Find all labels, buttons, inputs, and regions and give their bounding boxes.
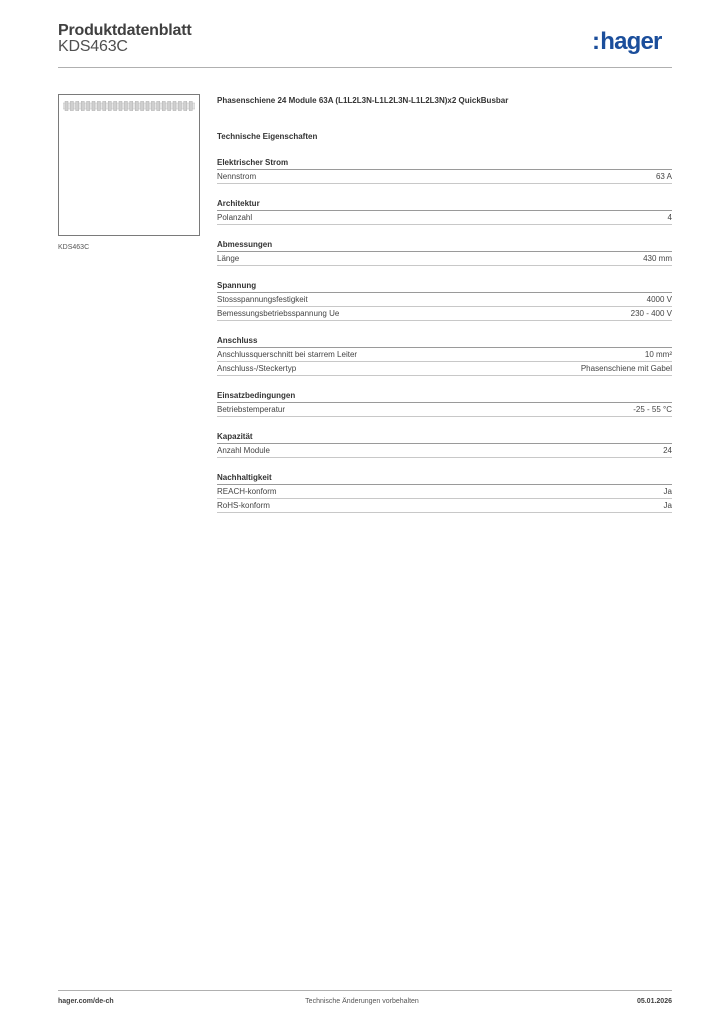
spec-value: 24 bbox=[663, 446, 672, 455]
spec-value: Ja bbox=[663, 487, 672, 496]
spec-label: REACH-konform bbox=[217, 487, 277, 496]
spec-groups bbox=[217, 157, 672, 513]
header-divider bbox=[58, 67, 672, 68]
spec-content bbox=[217, 95, 672, 513]
busbar-tooth bbox=[141, 101, 144, 111]
product-image-caption: KDS463C bbox=[58, 244, 90, 251]
busbar-tooth bbox=[162, 101, 165, 111]
spec-group-title: Spannung bbox=[217, 280, 672, 293]
busbar-tooth bbox=[97, 101, 100, 111]
footer-notice: Technische Änderungen vorbehalten bbox=[305, 998, 419, 1005]
spec-label: Stossspannungsfestigkeit bbox=[217, 295, 308, 304]
spec-group-title: Elektrischer Strom bbox=[217, 157, 672, 170]
busbar-tooth bbox=[92, 101, 95, 111]
spec-group-title: Einsatzbedingungen bbox=[217, 390, 672, 403]
product-code: KDS463C bbox=[58, 38, 128, 55]
product-image bbox=[58, 94, 200, 236]
spec-value: Phasenschiene mit Gabel bbox=[580, 364, 672, 373]
spec-row bbox=[217, 485, 672, 499]
busbar-image bbox=[63, 101, 195, 111]
busbar-tooth bbox=[108, 101, 111, 111]
spec-label: Nennstrom bbox=[217, 172, 257, 181]
busbar-tooth bbox=[65, 101, 68, 111]
spec-group bbox=[217, 239, 672, 266]
footer-date: 05.01.2026 bbox=[636, 998, 672, 1005]
busbar-tooth bbox=[135, 101, 138, 111]
spec-row bbox=[217, 499, 672, 513]
section-title: Technische Eigenschaften bbox=[217, 132, 318, 141]
busbar-tooth bbox=[146, 101, 149, 111]
spec-row bbox=[217, 348, 672, 362]
hager-logo bbox=[592, 28, 662, 56]
spec-row bbox=[217, 211, 672, 225]
busbar-tooth bbox=[119, 101, 122, 111]
busbar-tooth bbox=[168, 101, 171, 111]
busbar-tooth bbox=[81, 101, 84, 111]
spec-label: Polanzahl bbox=[217, 213, 253, 222]
busbar-tooth bbox=[184, 101, 187, 111]
busbar-tooth bbox=[70, 101, 73, 111]
spec-value: Ja bbox=[663, 501, 672, 510]
spec-group-title: Nachhaltigkeit bbox=[217, 472, 672, 485]
product-name: Phasenschiene 24 Module 63A (L1L2L3N-L1L2L3N-L1L2L3N)x2 QuickBusbar bbox=[217, 96, 509, 105]
busbar-tooth bbox=[189, 101, 192, 111]
spec-value: 4 bbox=[667, 213, 672, 222]
spec-group bbox=[217, 431, 672, 458]
spec-label: Bemessungsbetriebsspannung Ue bbox=[217, 309, 340, 318]
spec-value: 4000 V bbox=[646, 295, 672, 304]
spec-group-title: Architektur bbox=[217, 198, 672, 211]
spec-value: 230 - 400 V bbox=[630, 309, 672, 318]
busbar-tooth bbox=[173, 101, 176, 111]
spec-group-title: Anschluss bbox=[217, 335, 672, 348]
spec-label: Anzahl Module bbox=[217, 446, 270, 455]
spec-group bbox=[217, 335, 672, 376]
spec-row bbox=[217, 307, 672, 321]
spec-group-title: Abmessungen bbox=[217, 239, 672, 252]
footer-divider bbox=[58, 990, 672, 991]
logo-text: hager bbox=[600, 28, 662, 55]
spec-value: -25 - 55 °C bbox=[633, 405, 672, 414]
spec-label: Anschlussquerschnitt bei starrem Leiter bbox=[217, 350, 358, 359]
spec-row bbox=[217, 444, 672, 458]
busbar-tooth bbox=[87, 101, 90, 111]
spec-row bbox=[217, 170, 672, 184]
logo-prefix: : bbox=[592, 28, 600, 55]
footer-website: hager.com/de-ch bbox=[58, 998, 114, 1005]
busbar-tooth bbox=[130, 101, 133, 111]
spec-label: Anschluss-/Steckertyp bbox=[217, 364, 297, 373]
page-title: Produktdatenblatt bbox=[58, 22, 192, 39]
spec-group bbox=[217, 280, 672, 321]
spec-label: Länge bbox=[217, 254, 240, 263]
spec-group bbox=[217, 390, 672, 417]
busbar-tooth bbox=[114, 101, 117, 111]
busbar-tooth bbox=[178, 101, 181, 111]
spec-value: 10 mm² bbox=[644, 350, 672, 359]
spec-group bbox=[217, 157, 672, 184]
busbar-tooth bbox=[103, 101, 106, 111]
busbar-tooth bbox=[76, 101, 79, 111]
busbar-tooth bbox=[151, 101, 154, 111]
busbar-tooth bbox=[157, 101, 160, 111]
spec-row bbox=[217, 293, 672, 307]
spec-group-title: Kapazität bbox=[217, 431, 672, 444]
spec-value: 63 A bbox=[655, 172, 672, 181]
spec-label: Betriebstemperatur bbox=[217, 405, 286, 414]
spec-group bbox=[217, 472, 672, 513]
busbar-tooth bbox=[124, 101, 127, 111]
spec-row bbox=[217, 252, 672, 266]
spec-label: RoHS-konform bbox=[217, 501, 270, 510]
spec-row bbox=[217, 403, 672, 417]
spec-group bbox=[217, 198, 672, 225]
spec-value: 430 mm bbox=[643, 254, 672, 263]
spec-row bbox=[217, 362, 672, 376]
